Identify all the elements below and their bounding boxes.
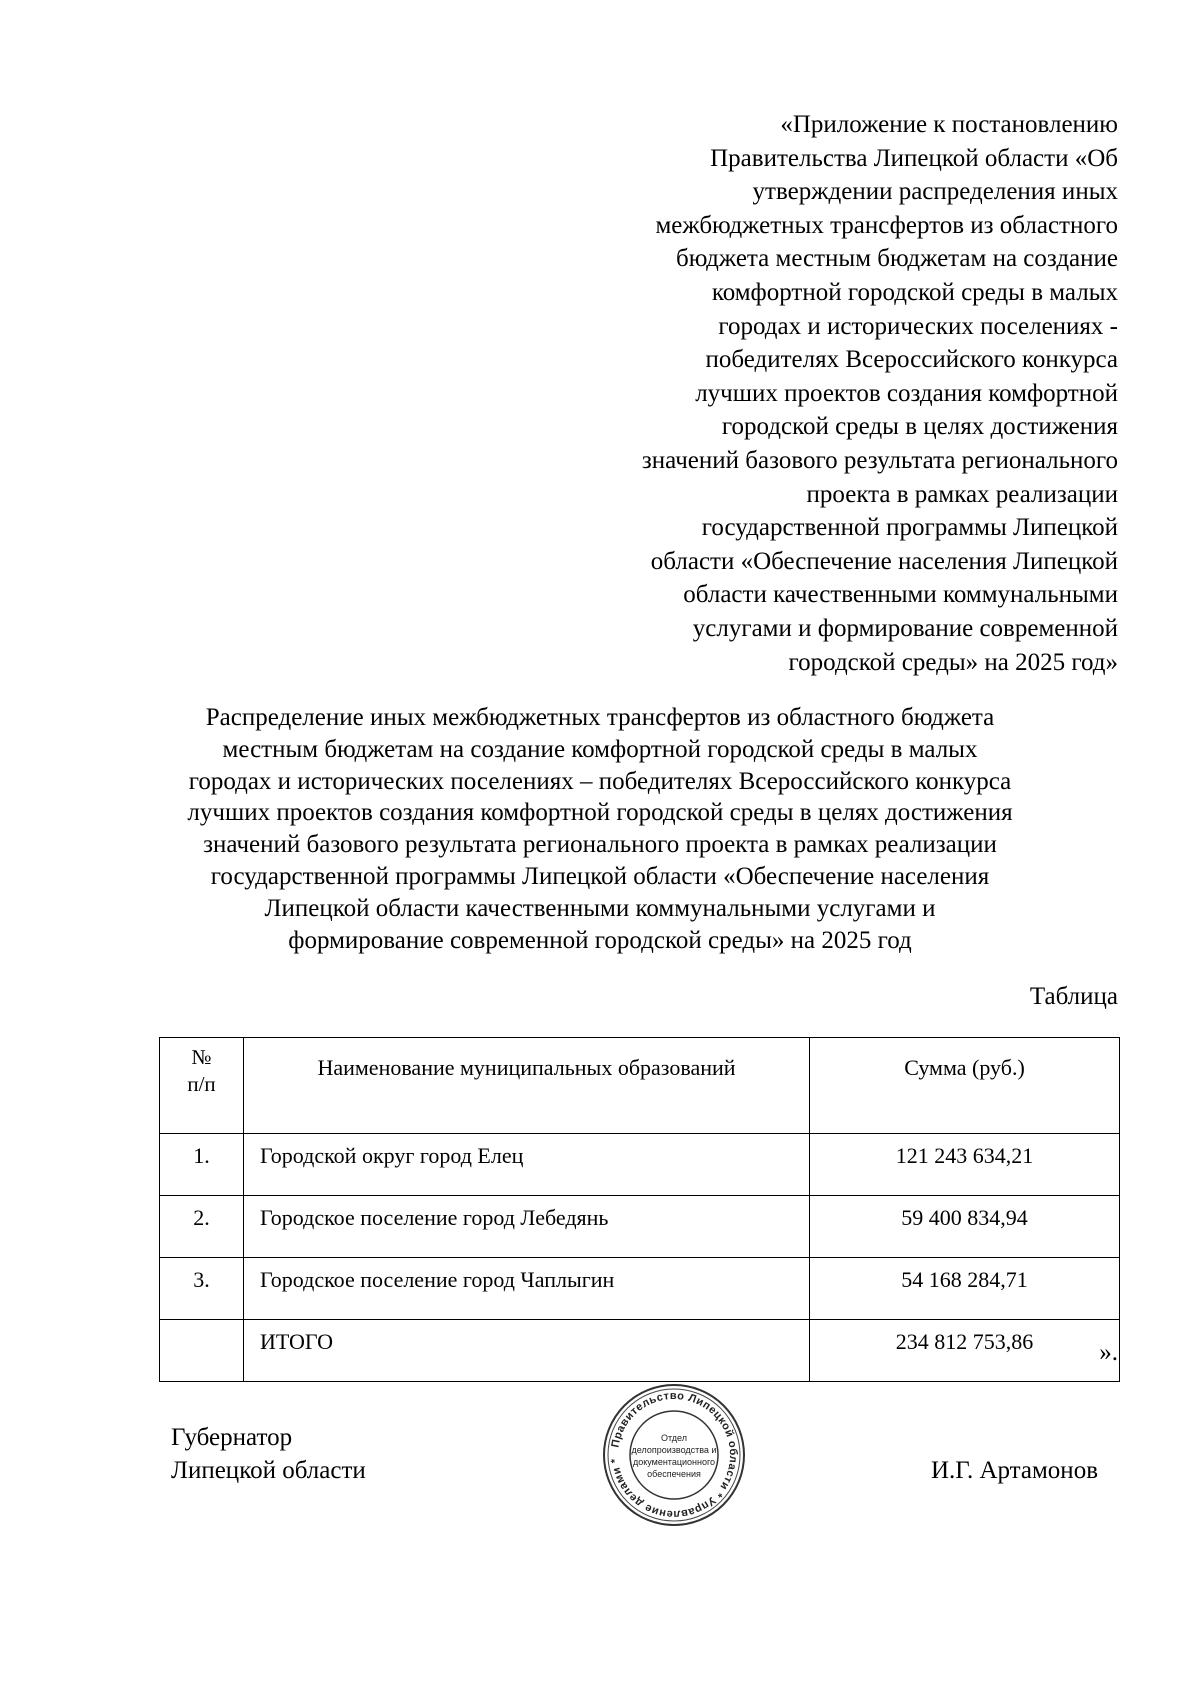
table-label: Таблица — [1029, 983, 1118, 1010]
distribution-table — [159, 1037, 1120, 1382]
document-title — [120, 702, 1080, 956]
appendix-line: проекта в рамках реализации — [806, 480, 1118, 508]
title-line: Распределение иных межбюджетных трансфертов из областного бюджета — [205, 704, 995, 731]
appendix-line: бюджета местным бюджетам на создание — [676, 245, 1118, 273]
stamp-inner-line: делопроизводства и — [631, 1445, 717, 1455]
total-label: ИТОГО — [244, 1320, 810, 1382]
stamp-outer-text: Правительство Липецкой области * Управление делами * — [609, 1389, 740, 1521]
appendix-line: межбюджетных трансфертов из областного — [655, 211, 1118, 239]
appendix-line: победителях Всероссийского конкурса — [705, 346, 1118, 374]
row-name: Городской округ город Елец — [244, 1134, 810, 1196]
header-name: Наименование муниципальных образований — [244, 1038, 810, 1134]
header-num — [160, 1038, 244, 1134]
header-num-line1: № — [191, 1045, 212, 1069]
table-row — [160, 1196, 1120, 1258]
appendix-line: комфортной городской среды в малых — [711, 278, 1118, 306]
row-num: 1. — [160, 1134, 244, 1196]
closing-quote: ». — [1099, 1339, 1118, 1366]
stamp-inner-line: обеспечения — [647, 1469, 701, 1479]
row-name: Городское поселение город Чаплыгин — [244, 1258, 810, 1320]
row-sum: 54 168 284,71 — [810, 1258, 1120, 1320]
appendix-line: значений базового результата регионального — [641, 446, 1118, 474]
appendix-line: городской среды в целях достижения — [721, 413, 1118, 441]
appendix-line: городской среды» на 2025 год» — [788, 648, 1118, 676]
title-line: Липецкой области качественными коммунальными услугами и — [264, 894, 936, 922]
title-line: формирование современной городской среды» на 2025 год — [288, 926, 912, 954]
row-name: Городское поселение город Лебедянь — [244, 1196, 810, 1258]
appendix-line: «Приложение к постановлению — [780, 111, 1118, 138]
appendix-line: Правительства Липецкой области «Об — [710, 144, 1118, 172]
header-sum: Сумма (руб.) — [810, 1038, 1120, 1134]
row-sum: 121 243 634,21 — [810, 1134, 1120, 1196]
position-line: Липецкой области — [171, 1457, 366, 1484]
title-line: городах и исторических поселениях – победителях Всероссийского конкурса — [188, 767, 1012, 795]
stamp-inner-line: документационного — [632, 1457, 716, 1467]
row-num: 2. — [160, 1196, 244, 1258]
title-line: значений базового результата регионального проекта в рамках реализации — [203, 831, 997, 859]
position-line: Губернатор — [171, 1424, 293, 1451]
table-total-row — [160, 1320, 1120, 1382]
appendix-line: лучших проектов создания комфортной — [695, 379, 1118, 407]
title-line: лучших проектов создания комфортной городской среды в целях достижения — [187, 799, 1013, 827]
table-header-row — [160, 1038, 1120, 1134]
table-row — [160, 1134, 1120, 1196]
appendix-line: утверждении распределения иных — [752, 178, 1118, 206]
header-num-line2: п/п — [187, 1072, 216, 1096]
total-sum: 234 812 753,86 — [810, 1320, 1120, 1382]
appendix-header — [500, 108, 1118, 679]
row-sum: 59 400 834,94 — [810, 1196, 1120, 1258]
stamp-inner-line: Отдел — [660, 1433, 688, 1443]
appendix-line: государственной программы Липецкой — [701, 514, 1118, 542]
title-line: государственной программы Липецкой области «Обеспечение населения — [210, 862, 990, 890]
table-row — [160, 1258, 1120, 1320]
appendix-line: городах и исторических поселениях - — [718, 312, 1118, 340]
signatory-name: И.Г. Артамонов — [931, 1457, 1098, 1484]
title-line: местным бюджетам на создание комфортной городской среды в малых — [222, 735, 978, 763]
appendix-line: услугами и формирование современной — [692, 614, 1118, 642]
row-num — [160, 1320, 244, 1382]
row-num: 3. — [160, 1258, 244, 1320]
appendix-line: области качественными коммунальными — [683, 581, 1118, 609]
official-stamp — [600, 1381, 748, 1529]
appendix-line: области «Обеспечение населения Липецкой — [650, 547, 1118, 575]
signatory-position — [171, 1421, 366, 1487]
